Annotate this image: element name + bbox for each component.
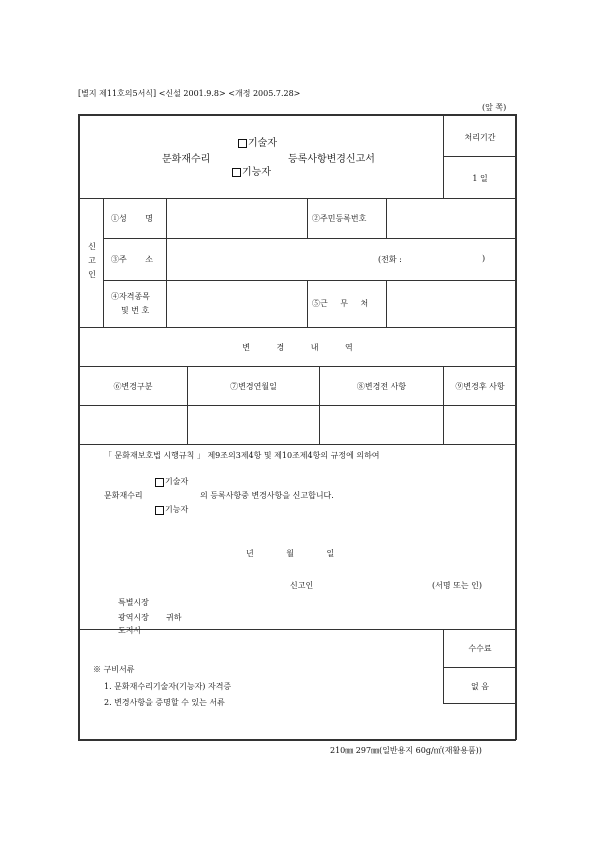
name-label: ①성 명	[111, 214, 153, 223]
checkbox-icon	[238, 139, 247, 148]
frame-top	[78, 114, 516, 116]
title-suffix: 등록사항변경신고서	[288, 154, 375, 165]
frame-left	[78, 114, 80, 740]
statement-declaration: 의 등록사항중 변경사항을 신고합니다.	[200, 491, 334, 500]
after-change-header: ⑨변경후 사항	[455, 382, 505, 391]
phone-label: (전화 :	[378, 255, 402, 264]
title-option-craftsman: 기능자	[232, 163, 271, 178]
required-document-2: 2. 변경사항을 증명할 수 있는 서류	[104, 698, 225, 707]
change-details-heading: 변 경 내 역	[242, 343, 353, 352]
qualification-label-1: ④자격종목	[111, 292, 150, 301]
before-change-header: ⑧변경전 사항	[356, 382, 407, 391]
required-documents-heading: ※ 구비서류	[93, 665, 135, 674]
title-prefix: 문화재수리	[162, 154, 211, 165]
applicant-signature-label: 신고인	[290, 581, 314, 590]
checkbox-icon	[155, 506, 164, 515]
page-side-label: (앞 쪽)	[482, 103, 507, 112]
legal-basis-text: 「 문화재보호법 시행규칙 」 제9조의3제4항 및 제10조제4항의 규정에 의하여	[104, 451, 380, 460]
processing-period-label: 처리기간	[464, 133, 496, 142]
title-option-technician: 기술자	[238, 134, 277, 149]
checkbox-icon	[155, 478, 164, 487]
fee-value: 없 음	[471, 682, 489, 691]
date-line: 년 월 일	[246, 549, 335, 558]
addressee-suffix: 귀하	[166, 613, 182, 622]
applicant-section-label: 신 고 인	[88, 242, 96, 279]
sign-or-seal-label: (서명 또는 인)	[432, 581, 482, 590]
required-document-1: 1. 문화재수리기술자(기능자) 자격증	[104, 682, 232, 691]
form-reference: [별지 제11호의5서식] <신설 2001.9.8> <개정 2005.7.28>	[78, 89, 301, 98]
paper-spec: 210㎜ 297㎜(일반용지 60g/㎡(재활용품))	[330, 746, 482, 755]
addressee-province: 도지사	[118, 626, 142, 635]
addressee-metro-city: 광역시장	[118, 613, 149, 622]
address-label: ③주 소	[111, 255, 153, 264]
statement-option-technician: 기술자	[155, 476, 188, 487]
change-date-header: ⑦변경연월일	[230, 382, 277, 391]
phone-close: )	[482, 254, 486, 263]
change-type-header: ⑥변경구분	[113, 382, 153, 391]
workplace-label: ⑤근 무 처	[312, 299, 369, 308]
statement-prefix: 문화재수리	[104, 491, 143, 500]
checkbox-icon	[232, 168, 241, 177]
processing-period-value: 1 일	[472, 174, 488, 183]
statement-option-craftsman: 기능자	[155, 504, 188, 515]
qualification-label-2: 및 번 호	[121, 306, 150, 315]
addressee-special-city: 특별시장	[118, 598, 149, 607]
resident-number-label: ②주민등록번호	[312, 214, 367, 223]
fee-label: 수수료	[468, 644, 492, 653]
frame-bottom	[78, 739, 516, 741]
